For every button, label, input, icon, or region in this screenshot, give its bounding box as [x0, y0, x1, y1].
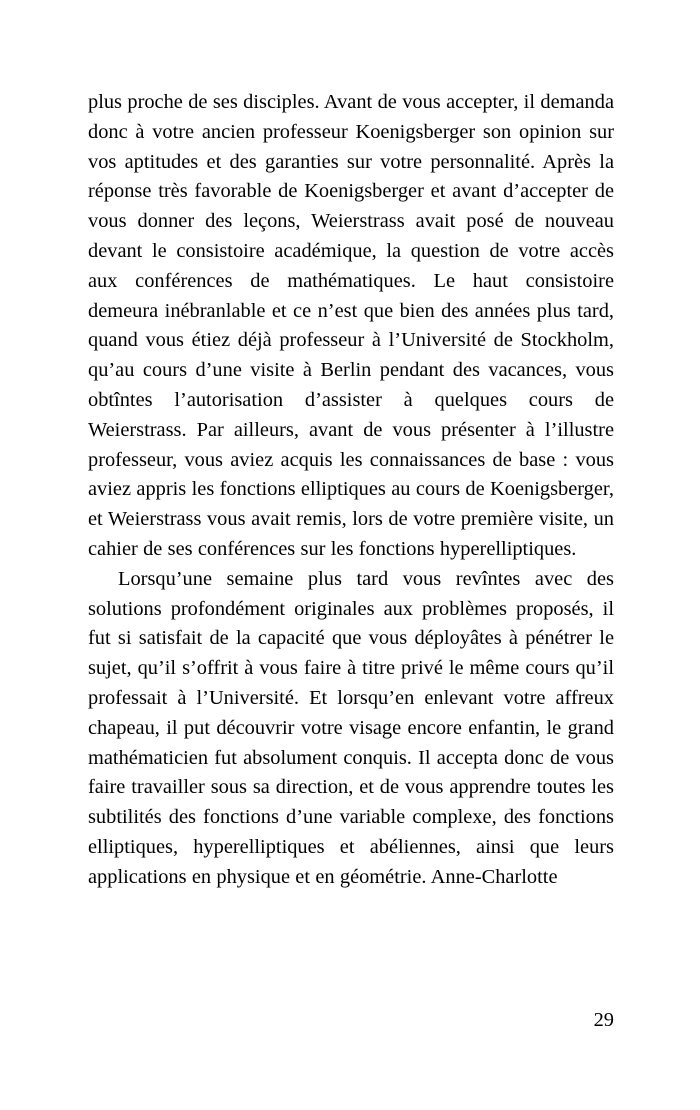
page-text-block: [88, 88, 614, 893]
body-paragraph-1: plus proche de ses disciples. Avant de vous accepter, il demanda donc à votre ancien professeur Koenigsberger son opinion sur vos aptitudes et des garanties sur votre personnalité. Après la réponse très favorable de Koenigsberger et avant d’accepter de vous donner des leçons, Weierstrass avait posé de nouveau devant le consistoire académique, la question de votre accès aux conférences de mathématiques. Le haut consistoire demeura inébranlable et ce n’est que bien des années plus tard, quand vous étiez déjà professeur à l’Université de Stockholm, qu’au cours d’une visite à Berlin pendant des vacances, vous obtîntes l’autorisation d’assister à quelques cours de Weierstrass. Par ailleurs, avant de vous présenter à l’illustre professeur, vous aviez acquis les connaissances de base : vous aviez appris les fonctions elliptiques au cours de Koenigsberger, et Weierstrass vous avait remis, lors de votre première visite, un cahier de ses conférences sur les fonctions hyperelliptiques.: [88, 91, 614, 560]
body-paragraph-2: Lorsqu’une semaine plus tard vous revîntes avec des solutions profondément originales aux problèmes proposés, il fut si satisfait de la capacité que vous déployâtes à pénétrer le sujet, qu’il s’offrit à vous faire à titre privé le même cours qu’il professait à l’Université. Et lorsqu’en enlevant votre affreux chapeau, il put découvrir votre visage encore enfantin, le grand mathématicien fut absolument conquis. Il accepta donc de vous faire travailler sous sa direction, et de vous apprendre toutes les subtilités des fonctions d’une variable complexe, des fonctions elliptiques, hyperelliptiques et abéliennes, ainsi que leurs applications en physique et en géométrie. Anne-Charlotte: [88, 567, 614, 888]
page-number: 29: [593, 1009, 614, 1031]
